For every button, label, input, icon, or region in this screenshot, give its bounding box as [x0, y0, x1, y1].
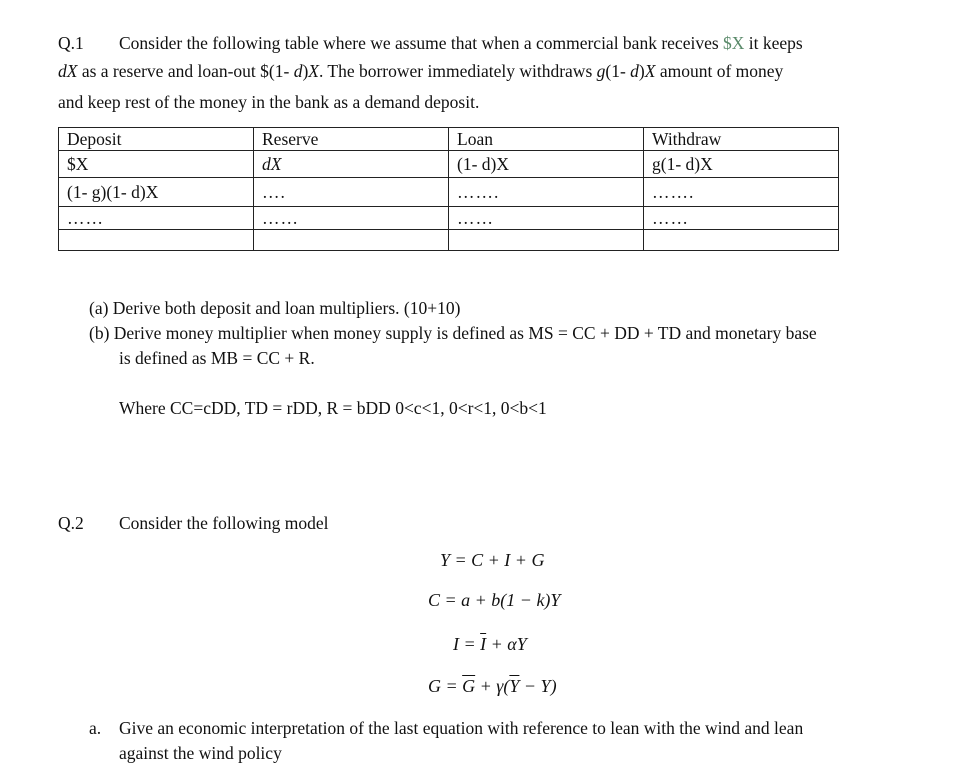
q2-intro: Consider the following model — [119, 513, 329, 533]
cell: g(1- d)X — [644, 151, 839, 178]
q1-part-a: (a) Derive both deposit and loan multipliers. (10+10) — [89, 298, 461, 318]
q1-dx: dX — [58, 61, 78, 81]
cell — [644, 230, 839, 251]
cell — [449, 230, 644, 251]
q2-label: Q.2 — [58, 513, 84, 533]
table-header-row — [59, 128, 839, 151]
q1-where: Where CC=cDD, TD = rDD, R = bDD 0<c<1, 0<r<1, 0<b<1 — [119, 398, 547, 418]
cell: …… — [644, 207, 839, 230]
q1-g: g — [596, 61, 606, 81]
q1-label: Q.1 — [58, 33, 84, 53]
q1-paren: ) — [302, 61, 309, 81]
q1-line2-end: amount of money — [655, 61, 784, 81]
q1-part-b-line1: (b) Derive money multiplier when money supply is defined as MS = CC + DD + TD and monetary base — [89, 323, 817, 343]
equation-1: Y = C + I + G — [440, 550, 545, 570]
cell: (1- g)(1- d)X — [59, 178, 254, 207]
header-reserve: Reserve — [254, 128, 449, 151]
cell: …… — [254, 207, 449, 230]
table-row — [59, 230, 839, 251]
equation-4 — [428, 676, 557, 697]
q1-line1-end: it keeps — [744, 33, 803, 53]
header-loan: Loan — [449, 128, 644, 151]
cell: …. — [254, 178, 449, 207]
q1-line3: and keep rest of the money in the bank as a demand deposit. — [58, 92, 480, 112]
cell: (1- d)X — [449, 151, 644, 178]
cell: dX — [254, 151, 449, 178]
cell: …… — [59, 207, 254, 230]
eq3-left: I = — [453, 634, 481, 654]
cell: $X — [59, 151, 254, 178]
cell: ……. — [644, 178, 839, 207]
q1-line1-text: Consider the following table where we assume that when a commercial bank receives — [119, 33, 724, 53]
eq4-ybar: $\overline{Y}$ — [509, 676, 520, 696]
q1-d2: d — [630, 61, 639, 81]
q1-paren3: ) — [638, 61, 645, 81]
q1-d: d — [293, 61, 303, 81]
q1-line2 — [58, 61, 783, 82]
table-row — [59, 151, 839, 178]
table-row — [59, 178, 839, 207]
eq4-mid: + γ( — [475, 676, 510, 696]
cell — [254, 230, 449, 251]
table-row — [59, 207, 839, 230]
cell: …… — [449, 207, 644, 230]
cell — [59, 230, 254, 251]
q2-part-a-line1: Give an economic interpretation of the last equation with reference to lean with the wind and lean — [119, 718, 804, 738]
eq4-left: G = — [428, 676, 463, 696]
bank-table — [58, 127, 839, 251]
equation-2: C = a + b(1 − k)Y — [428, 590, 561, 610]
q2-part-a-line2: against the wind policy — [119, 743, 282, 763]
q1-x2: X — [644, 61, 656, 81]
eq3-right: + αY — [486, 634, 527, 654]
q1-money: $X — [723, 33, 745, 53]
header-withdraw: Withdraw — [644, 128, 839, 151]
eq3-ibar: $\overline{I}$ — [480, 634, 487, 654]
q1-line1 — [119, 33, 803, 54]
q1-paren2: (1- — [605, 61, 631, 81]
eq4-gbar: $\overline{G}$ — [462, 676, 476, 696]
eq4-right: − Y) — [519, 676, 557, 696]
q1-x: X — [308, 61, 319, 81]
q1-line2-mid: . The borrower immediately withdraws — [318, 61, 597, 81]
q1-line2-text: as a reserve and loan-out $(1- — [77, 61, 294, 81]
cell: ……. — [449, 178, 644, 207]
header-deposit: Deposit — [59, 128, 254, 151]
q1-part-b-line2: is defined as MB = CC + R. — [119, 348, 315, 368]
equation-3 — [453, 634, 527, 655]
q2-part-a-label: a. — [89, 718, 102, 738]
